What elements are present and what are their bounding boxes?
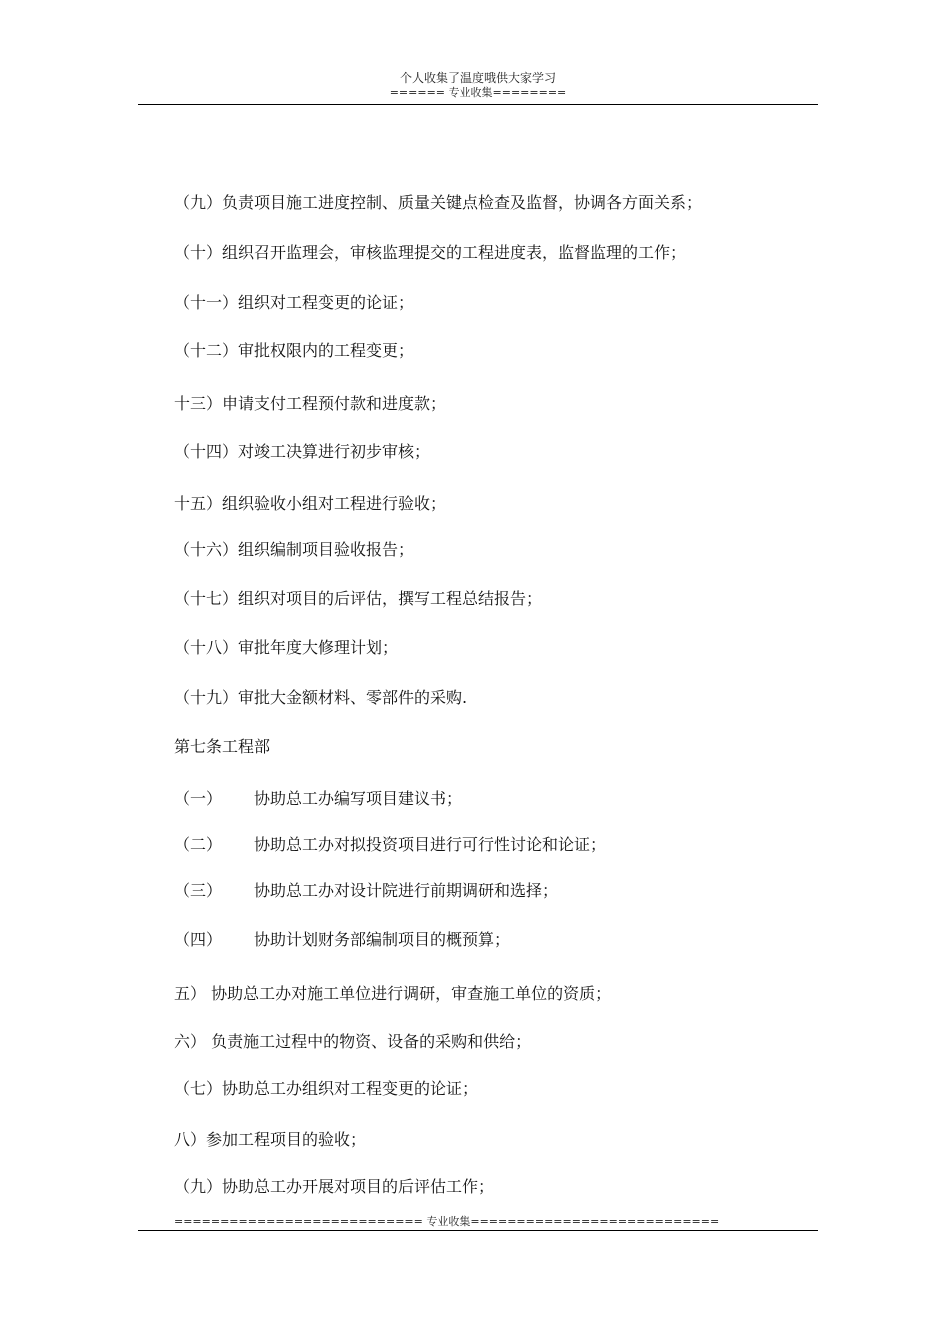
enum-number: （一） xyxy=(174,789,223,808)
paragraph: （十一）组织对工程变更的论证； xyxy=(174,293,415,312)
enum-item xyxy=(174,881,558,901)
paragraph: （七）协助总工办组织对工程变更的论证； xyxy=(174,1079,479,1098)
header-divider xyxy=(138,104,818,105)
paragraph: （十四）对竣工决算进行初步审核； xyxy=(174,442,431,461)
enum-text: 协助总工办对拟投资项目进行可行性讨论和论证； xyxy=(254,835,607,854)
paragraph: （十八）审批年度大修理计划； xyxy=(174,638,399,657)
paragraph: 十三）申请支付工程预付款和进度款； xyxy=(174,394,447,413)
header-subtitle: ====== 专业收集======== xyxy=(389,86,567,99)
paragraph: 六） 负责施工过程中的物资、设备的采购和供给； xyxy=(174,1032,532,1051)
enum-number: （三） xyxy=(174,881,223,900)
paragraph: （九）协助总工办开展对项目的后评估工作； xyxy=(174,1177,495,1196)
paragraph: （九）负责项目施工进度控制、质量关键点检查及监督，协调各方面关系； xyxy=(174,193,703,212)
enum-item xyxy=(174,930,510,950)
paragraph: （十七）组织对项目的后评估，撰写工程总结报告； xyxy=(174,589,543,608)
paragraph: （十六）组织编制项目验收报告； xyxy=(174,540,415,559)
paragraph: （十九）审批大金额材料、零部件的采购. xyxy=(174,688,468,707)
enum-number: （四） xyxy=(174,930,223,949)
paragraph: 十五）组织验收小组对工程进行验收； xyxy=(174,494,447,513)
enum-text: 协助总工办对设计院进行前期调研和选择； xyxy=(254,881,559,900)
paragraph: 八）参加工程项目的验收； xyxy=(174,1130,367,1149)
enum-number: （二） xyxy=(174,835,223,854)
section-heading: 第七条工程部 xyxy=(174,737,271,756)
footer-divider xyxy=(138,1230,818,1231)
enum-item xyxy=(174,789,462,809)
paragraph: 五） 协助总工办对施工单位进行调研，审查施工单位的资质； xyxy=(174,984,612,1003)
page-header xyxy=(138,70,818,100)
header-title: 个人收集了温度哦供大家学习 xyxy=(399,71,556,85)
paragraph: （十二）审批权限内的工程变更； xyxy=(174,341,415,360)
paragraph: （十）组织召开监理会，审核监理提交的工程进度表，监督监理的工作； xyxy=(174,243,687,262)
page-footer: =========================== 专业收集=========================== xyxy=(174,1215,720,1228)
enum-item xyxy=(174,835,606,855)
enum-text: 协助总工办编写项目建议书； xyxy=(254,789,463,808)
enum-text: 协助计划财务部编制项目的概预算； xyxy=(254,930,511,949)
